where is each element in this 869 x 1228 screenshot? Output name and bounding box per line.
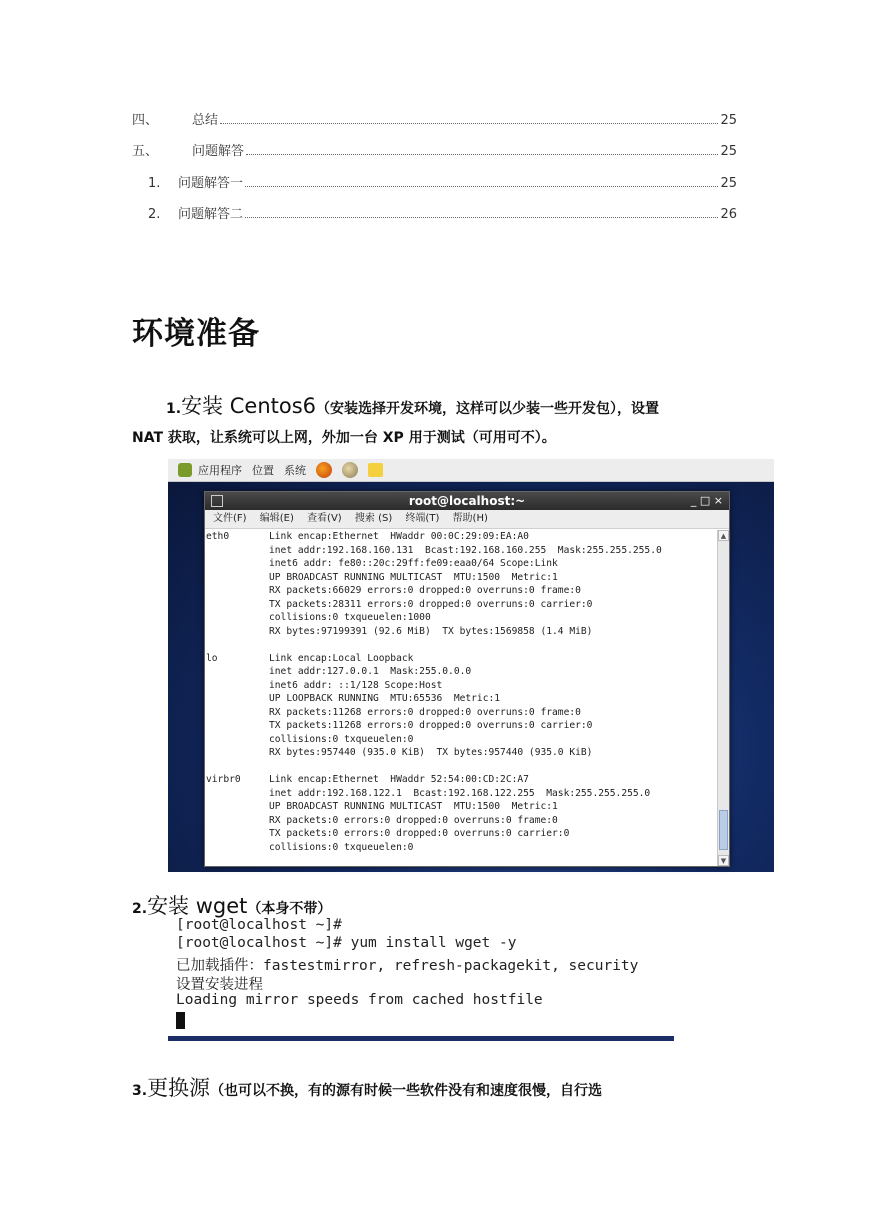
notes-icon[interactable] xyxy=(368,463,383,477)
interface-detail: inet addr:127.0.0.1 Mask:255.0.0.0 xyxy=(269,666,472,677)
menu-view[interactable]: 查看(V) xyxy=(307,513,342,524)
step1-paragraph-cont xyxy=(132,422,740,455)
step3-note: （也可以不换，有的源有时候一些软件没有和速度很慢，自行选 xyxy=(210,1083,603,1099)
toc-label: 问题解答 xyxy=(192,144,245,159)
scroll-down-icon[interactable]: ▼ xyxy=(718,855,729,866)
toc-label: 总结 xyxy=(192,113,219,128)
interface-detail: Link encap:Ethernet HWaddr 52:54:00:CD:2C:A7 xyxy=(269,774,529,785)
step3-title: 更换源 xyxy=(147,1076,211,1100)
terminal-output[interactable] xyxy=(205,530,717,866)
terminal2-line: 设置安装进程 xyxy=(176,977,263,993)
interface-detail: UP BROADCAST RUNNING MULTICAST MTU:1500 Metric:1 xyxy=(269,801,558,812)
interface-detail: RX packets:11268 errors:0 dropped:0 overruns:0 frame:0 xyxy=(269,706,581,718)
step1-number: 1. xyxy=(166,401,182,417)
firefox-icon[interactable] xyxy=(316,462,332,478)
toc-leader xyxy=(246,154,718,155)
toc-row-qa[interactable] xyxy=(132,139,737,159)
panel-places-menu[interactable]: 位置 xyxy=(252,464,274,477)
interface-detail: collisions:0 txqueuelen:0 xyxy=(269,733,414,745)
terminal2-line: 已加载插件：fastestmirror, refresh-packagekit, security xyxy=(176,958,639,974)
interface-detail: Link encap:Local Loopback xyxy=(269,652,414,664)
step2-note: （本身不带） xyxy=(247,901,332,917)
toc-row-qa-1[interactable] xyxy=(132,171,737,191)
menu-edit[interactable]: 编辑(E) xyxy=(259,513,294,524)
toc-number: 四、 xyxy=(132,113,159,128)
terminal2-line: [root@localhost ~]# xyxy=(176,917,342,933)
toc-leader xyxy=(220,123,718,124)
menu-search[interactable]: 搜索 (S) xyxy=(354,513,393,524)
step1-paragraph xyxy=(132,390,740,426)
panel-apps-menu[interactable]: 应用程序 xyxy=(198,464,242,477)
toc-label: 问题解答二 xyxy=(178,207,244,222)
terminal-window-icon xyxy=(211,495,223,507)
toc-label: 问题解答一 xyxy=(178,176,244,191)
interface-detail: TX packets:0 errors:0 dropped:0 overruns:0 carrier:0 xyxy=(269,828,570,839)
interface-detail: inet addr:192.168.160.131 Bcast:192.168.160.255 Mask:255.255.255.0 xyxy=(269,544,662,556)
interface-name: lo xyxy=(206,652,218,664)
terminal-title: root@localhost:~ xyxy=(408,494,526,508)
terminal2-line: [root@localhost ~]# yum install wget -y xyxy=(176,935,517,951)
toc-page: 26 xyxy=(720,207,737,222)
terminal2-line: Loading mirror speeds from cached hostfile xyxy=(176,992,543,1008)
interface-detail: Link encap:Ethernet HWaddr 00:0C:29:09:EA:A0 xyxy=(269,531,529,542)
terminal-cursor xyxy=(176,1012,185,1029)
step3-number: 3. xyxy=(132,1083,148,1099)
step1-note-line1: （安装选择开发环境，这样可以少装一些开发包），设置 xyxy=(316,401,660,417)
section-heading: 环境准备 xyxy=(132,316,260,352)
interface-detail: RX packets:66029 errors:0 dropped:0 overruns:0 frame:0 xyxy=(269,585,581,596)
panel-system-menu[interactable]: 系统 xyxy=(284,464,306,477)
step3-paragraph xyxy=(132,1072,740,1108)
step2-title: 安装 wget xyxy=(147,894,248,918)
terminal-menubar xyxy=(205,510,729,529)
interface-detail: RX bytes:957440 (935.0 KiB) TX bytes:957440 (935.0 KiB) xyxy=(269,747,593,758)
window-controls[interactable]: _ □ × xyxy=(690,494,723,507)
scroll-thumb[interactable] xyxy=(719,810,728,850)
apps-menu-icon[interactable] xyxy=(178,463,192,477)
terminal-titlebar[interactable] xyxy=(205,492,729,510)
menu-help[interactable]: 帮助(H) xyxy=(452,513,488,524)
interface-detail: inet addr:192.168.122.1 Bcast:192.168.122.255 Mask:255.255.255.0 xyxy=(269,787,651,799)
screenshot-yum-install xyxy=(168,917,674,1041)
toc-row-summary[interactable] xyxy=(132,108,737,128)
toc-number: 2. xyxy=(148,207,161,222)
terminal-scrollbar[interactable] xyxy=(717,530,729,866)
interface-detail: UP LOOPBACK RUNNING MTU:65536 Metric:1 xyxy=(269,693,501,704)
step1-title: 安装 Centos6 xyxy=(181,394,317,418)
interface-detail: inet6 addr: fe80::20c:29ff:fe09:eaa0/64 Scope:Link xyxy=(269,558,558,569)
toc-page: 25 xyxy=(720,113,737,128)
interface-name: eth0 xyxy=(206,531,230,542)
menu-file[interactable]: 文件(F) xyxy=(213,513,247,524)
scroll-up-icon[interactable]: ▲ xyxy=(718,530,729,541)
toc-leader xyxy=(245,217,718,218)
toc-number: 五、 xyxy=(132,144,159,159)
mail-client-icon[interactable] xyxy=(342,462,358,478)
toc-leader xyxy=(245,186,718,187)
toc-row-qa-2[interactable] xyxy=(132,202,737,222)
toc-number: 1. xyxy=(148,176,161,191)
toc-page: 25 xyxy=(720,144,737,159)
step2-number: 2. xyxy=(132,901,148,917)
toc-page: 25 xyxy=(720,176,737,191)
step1-note-line2: NAT 获取，让系统可以上网，外加一台 XP 用于测试（可用可不）。 xyxy=(132,430,556,446)
interface-detail: UP BROADCAST RUNNING MULTICAST MTU:1500 Metric:1 xyxy=(269,571,558,583)
interface-detail: TX packets:11268 errors:0 dropped:0 overruns:0 carrier:0 xyxy=(269,720,593,731)
interface-name: virbr0 xyxy=(206,774,241,785)
interface-detail: inet6 addr: ::1/128 Scope:Host xyxy=(269,679,443,691)
screenshot-ifconfig xyxy=(168,459,774,872)
gnome-top-panel xyxy=(168,459,774,482)
interface-detail: collisions:0 txqueuelen:1000 xyxy=(269,612,431,623)
terminal-window[interactable] xyxy=(204,491,730,867)
interface-detail: collisions:0 txqueuelen:0 xyxy=(269,841,414,853)
interface-detail: RX bytes:97199391 (92.6 MiB) TX bytes:1569858 (1.4 MiB) xyxy=(269,625,593,637)
interface-detail: TX packets:28311 errors:0 dropped:0 overruns:0 carrier:0 xyxy=(269,598,593,610)
interface-detail: RX packets:0 errors:0 dropped:0 overruns:0 frame:0 xyxy=(269,814,558,826)
menu-terminal[interactable]: 终端(T) xyxy=(405,513,440,524)
